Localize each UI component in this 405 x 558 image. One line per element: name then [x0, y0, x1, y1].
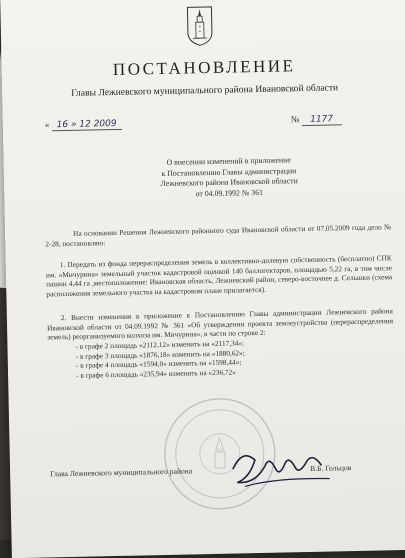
document-subtitle: Главы Лежневского муниципального района Ивановской области	[2, 81, 405, 100]
document-title: ПОСТАНОВЛЕНИЕ	[2, 54, 405, 82]
list-item: - в графе 3 площадь «1876,18» изменить на «1880,62»;	[76, 348, 245, 361]
subject-line: О внесении изменений в приложение	[124, 154, 334, 169]
subject-line: к Постановлению Главы администрации	[124, 165, 334, 180]
document-date	[45, 118, 122, 132]
paragraph-2: 2. Внести изменения в приложение к Постановлению Главы администрации Лежневского района Ивановской области от 04.09.1992 № 361 «Об утверждении проекта землеустройства (перераспределения земель) реорганизуемого колхоза им. Мичурина», в части по строке 2:	[47, 306, 394, 342]
signer-name: В.Б. Гольцов	[310, 463, 351, 473]
document-subject	[124, 154, 335, 200]
list-item: - в графе 4 площадь «1594,0» изменить на «1598,44»;	[76, 357, 245, 370]
paragraph-1: 1. Передать из фонда перераспределения земель в коллективно-долевую собственность (бесплатно) СПК им. «Мичурина» земельный участок кадастровой оценкой 140 баллогектаров, площадью 5,22 га, в том числе пашни 4,44 га ,местоположение: Ивановская область, Лежневский район, северо-восточнее д. Сельшки (схема расположения земельного участка на кадастровом плане прилагается).	[46, 253, 393, 299]
document-number	[291, 113, 342, 126]
list-item: - в графе 6 площадь «235,94» изменить на «236,72»	[76, 367, 245, 380]
list-item: - в графе 2 площадь «2112,12» изменить на «2117,34»;	[75, 338, 244, 351]
subject-line: Лежневского района Ивановской области	[124, 175, 334, 190]
number-prefix: №	[291, 114, 300, 124]
date-prefix: «	[45, 119, 50, 129]
subject-line: от 04.09.1992 № 361	[124, 186, 334, 201]
intro-paragraph: На основании Решения Лежневского районного суда Ивановской области от 07.05.2009 года дело № 2-28, постановляю:	[45, 222, 391, 248]
signer-title: Глава Лежневского муниципального района	[50, 466, 192, 478]
number-value: 1177	[302, 114, 342, 126]
handwritten-signature	[224, 436, 335, 498]
date-value: 16 » 12 2009	[51, 119, 121, 131]
change-list	[75, 338, 245, 380]
coat-of-arms-icon	[186, 6, 213, 47]
